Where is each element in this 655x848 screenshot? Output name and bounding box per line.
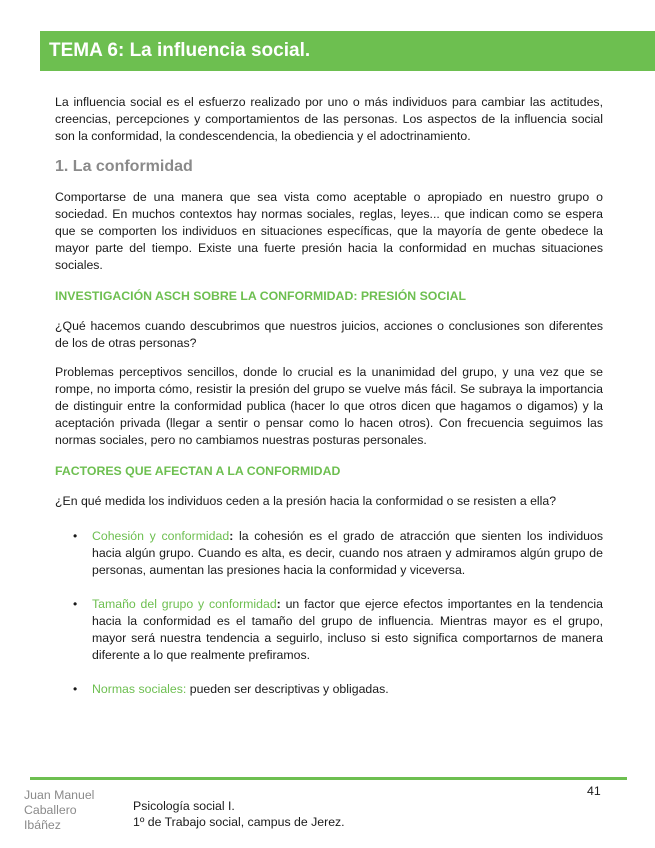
author-line: Ibáñez xyxy=(24,818,61,832)
asch-heading: INVESTIGACIÓN ASCH SOBRE LA CONFORMIDAD: PRESIÓN SOCIAL xyxy=(55,289,467,303)
list-item xyxy=(55,528,603,579)
author-line: Caballero xyxy=(24,803,77,817)
factors-list xyxy=(55,528,603,698)
factors-heading: FACTORES QUE AFECTAN A LA CONFORMIDAD xyxy=(55,464,341,478)
conformidad-paragraph: Comportarse de una manera que sea vista como aceptable o apropiado en nuestro grupo o sociedad. En muchos contextos hay normas sociales, reglas, leyes... que indican como se espera que se comporten los individuos en situaciones específicas, que la mayoría de gente obedece la mayor parte del tiempo. Existe una fuerte presión hacia la conformidad en muchas situaciones sociales. xyxy=(55,190,603,272)
list-item-text: un factor que ejerce efectos importantes en la tendencia hacia la conformidad es el tamaño del grupo de influencia. Mientras mayor es el grupo, mayor será nuestra tendencia a seguirlo, incluso si esto significa comportarnos de manera diferente a lo que realmente prefiramos. xyxy=(92,597,603,662)
bullet-icon: • xyxy=(73,682,78,696)
bullet-icon: • xyxy=(73,597,78,611)
list-item-colon: : xyxy=(276,597,281,611)
list-item-text: la cohesión es el grado de atracción que sienten los individuos hacia algún grupo. Cuando es alta, es decir, cuando nos atraen y admiramos algún grupo de personas, aumentan las presiones hacia la conformidad y viceversa. xyxy=(92,529,603,577)
list-item-text: pueden ser descriptivas y obligadas. xyxy=(186,682,389,696)
list-item-term: Cohesión y conformidad xyxy=(92,529,230,543)
intro-paragraph: La influencia social es el esfuerzo realizado por uno o más individuos para cambiar las actitudes, creencias, percepciones y comportamientos de las personas. Los aspectos de la influencia social son la conformidad, la condescendencia, la obediencia y el adoctrinamiento. xyxy=(55,95,603,143)
list-item xyxy=(55,596,603,664)
list-item-term: Tamaño del grupo y conformidad xyxy=(92,597,277,611)
list-item-term: Normas sociales: xyxy=(92,682,187,696)
list-item-colon: : xyxy=(229,529,234,543)
page-number: 41 xyxy=(587,784,601,798)
title-banner xyxy=(40,31,655,71)
document-body xyxy=(55,94,603,715)
author-line: Juan Manuel xyxy=(24,788,95,802)
page-title: TEMA 6: La influencia social. xyxy=(49,40,311,61)
course-details: 1º de Trabajo social, campus de Jerez. xyxy=(133,815,345,829)
factors-question: ¿En qué medida los individuos ceden a la presión hacia la conformidad o se resisten a ella? xyxy=(55,494,557,508)
bullet-icon: • xyxy=(73,529,78,543)
author-name xyxy=(24,788,114,833)
section-heading-conformidad: 1. La conformidad xyxy=(55,158,193,175)
course-name: Psicología social I. xyxy=(133,799,235,813)
footer-divider xyxy=(30,777,627,780)
list-item xyxy=(55,681,603,698)
course-info xyxy=(133,798,345,830)
asch-paragraph: Problemas perceptivos sencillos, donde lo crucial es la unanimidad del grupo, y una vez que se rompe, no importa cómo, resistir la presión del grupo se vuelve más fácil. Se subraya la importancia de distinguir entre la conformidad publica (hacer lo que otros dicen que hagamos o digamos) y la aceptación privada (llegar a sentir o pensar como lo hacen otros). Con frecuencia seguimos las normas sociales, pero no cambiamos nuestras posturas personales. xyxy=(55,365,603,447)
asch-question: ¿Qué hacemos cuando descubrimos que nuestros juicios, acciones o conclusiones son diferentes de los de otras personas? xyxy=(55,319,603,350)
